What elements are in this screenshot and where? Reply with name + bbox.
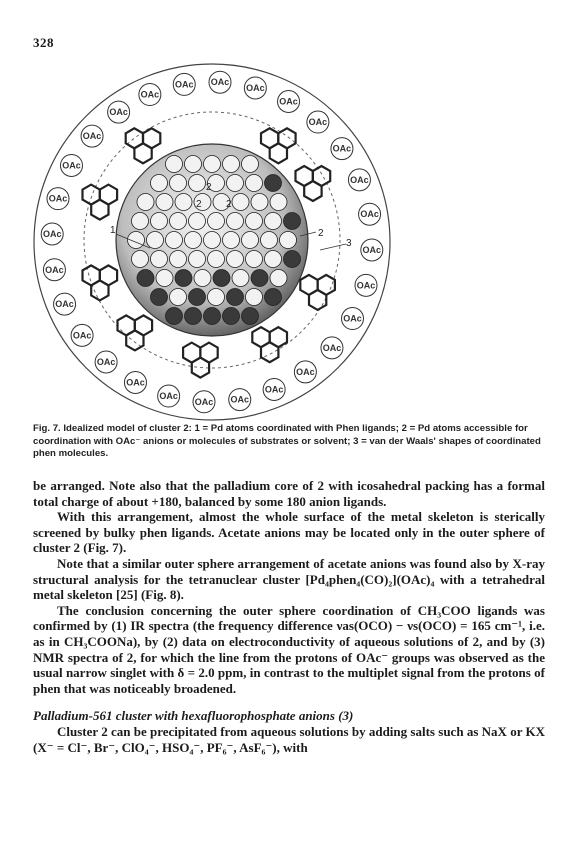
oac-label: OAc (264, 384, 284, 395)
pd-atom (137, 194, 154, 211)
callout-2d: 2 (318, 228, 324, 239)
pd-atom (232, 270, 249, 287)
pd-atom (246, 213, 263, 230)
pd-atom (189, 251, 206, 268)
pd-atom (284, 213, 301, 230)
pd-atom (284, 251, 301, 268)
pd-atom (204, 156, 221, 173)
oac-label: OAc (72, 330, 92, 341)
pd-atom (156, 270, 173, 287)
pd-atom (227, 251, 244, 268)
oac-label: OAc (45, 264, 64, 275)
oac-label: OAc (126, 377, 145, 388)
pd-atom (251, 194, 268, 211)
pd-atom (204, 232, 221, 249)
pd-atom (246, 175, 263, 192)
pd-atom (151, 289, 168, 306)
pd-atom (223, 308, 240, 325)
pd-atom (261, 232, 278, 249)
paragraph-3: Note that a similar outer sphere arrangement of acetate anions was found also by X-ray structural analysis for the tetranuclear cluster [Pd₄phen₄(CO)₂](OAc)₄ with a tetrahedral metal skeleton [25] (Fig. 8). (33, 555, 545, 603)
oac-anion (209, 71, 231, 93)
oac-label: OAc (96, 356, 116, 367)
oac-anion (43, 259, 65, 281)
oac-anion (307, 111, 329, 133)
callout-line-3 (320, 244, 346, 250)
pd-atom (246, 251, 263, 268)
pd-atom (242, 308, 259, 325)
pd-atom (242, 156, 259, 173)
pd-atom (223, 232, 240, 249)
paragraph-5: Cluster 2 can be precipitated from aqueous solutions by adding salts such as NaX or KX (X⁻ = Cl⁻, Br⁻, ClO₄⁻, HSO₄⁻, PF₆⁻, AsF₆⁻), with (33, 723, 545, 755)
pd-atom (189, 213, 206, 230)
oac-label: OAc (332, 143, 352, 154)
oac-label: OAc (109, 107, 128, 118)
pd-atom (280, 232, 297, 249)
pd-atom-grid (128, 156, 301, 325)
oac-anion (173, 73, 195, 95)
oac-label: OAc (62, 160, 81, 171)
pd-atom (185, 308, 202, 325)
cluster-diagram (0, 50, 576, 422)
oac-anion (359, 203, 381, 225)
pd-atom (151, 251, 168, 268)
phen-ring (304, 181, 321, 201)
oac-anion (60, 154, 82, 176)
pd-atom (246, 289, 263, 306)
pd-atom (265, 251, 282, 268)
pd-atom (223, 156, 240, 173)
pd-atom (227, 289, 244, 306)
phen-ring (309, 290, 326, 310)
oac-anion (348, 169, 370, 191)
pd-atom (232, 194, 249, 211)
oac-anion (331, 138, 353, 160)
pd-atom (227, 213, 244, 230)
figure-caption: Fig. 7. Idealized model of cluster 2: 1 = Pd atoms coordinated with Phen ligands; 2 = Pd atoms accessible for coordination with OAc⁻ anions or molecules of substrates or solvent; 3 = van der Waals' shapes of coordinated phen molecules. (33, 423, 541, 460)
oac-anion (278, 90, 300, 112)
oac-anion (81, 125, 103, 147)
phen-ring (261, 342, 278, 362)
pd-atom (189, 175, 206, 192)
body-text (33, 478, 545, 755)
oac-label: OAc (210, 77, 230, 88)
pd-atom (270, 194, 287, 211)
callout-2b: 2 (196, 199, 202, 210)
oac-label: OAc (230, 394, 250, 405)
paragraph-4: The conclusion concerning the outer sphere coordination of CH₃COO ligands was confirmed by (1) IR spectra (the frequency difference νas(OCO) − νs(OCO) = 165 cm⁻¹, i.e. as in CH₃COONa), by (2) data on electroconductivity of aqueous solutions of 2, and by (3) NMR spectra of 2, for which the line from the protons of OAc⁻ groups was observed as the usual narrow singlet with δ = 2.0 ppm, in contrast to the multiplet signal from the protons of phen that was noticeably broadened. (33, 602, 545, 696)
pd-atom (147, 232, 164, 249)
oac-anion (355, 274, 377, 296)
phen-ring (134, 143, 151, 163)
pd-atom (204, 308, 221, 325)
pd-atom (194, 270, 211, 287)
oac-label: OAc (194, 396, 214, 407)
oac-anion (71, 324, 93, 346)
section-heading: Palladium-561 cluster with hexafluorophosphate anions (3) (33, 708, 354, 724)
oac-anion (321, 337, 343, 359)
pd-atom (170, 289, 187, 306)
pd-atom (170, 213, 187, 230)
pd-atom (265, 175, 282, 192)
oac-anion (294, 361, 316, 383)
pd-atom (227, 175, 244, 192)
oac-label: OAc (279, 96, 298, 107)
pd-atom (175, 194, 192, 211)
pd-atom (166, 308, 183, 325)
oac-label: OAc (174, 79, 194, 90)
pd-atom (265, 213, 282, 230)
oac-anion (361, 239, 383, 261)
pd-atom (166, 156, 183, 173)
oac-label: OAc (140, 89, 160, 100)
oac-label: OAc (322, 342, 342, 353)
callout-1: 1 (110, 225, 116, 236)
oac-anion (158, 385, 180, 407)
oac-label: OAc (343, 313, 362, 324)
phen-ring (91, 280, 108, 300)
oac-label: OAc (360, 209, 379, 220)
callout-2a: 2 (206, 182, 212, 193)
pd-atom (170, 251, 187, 268)
oac-anion (263, 378, 285, 400)
pd-atom (213, 270, 230, 287)
pd-atom (151, 175, 168, 192)
pd-atom (170, 175, 187, 192)
oac-anion (139, 84, 161, 106)
paragraph-2: With this arrangement, almost the whole surface of the metal skeleton is sterically screened by bulky phen ligands. Acetate anions may be located only in the outer sphere of cluster 2 (Fig. 7). (33, 509, 545, 556)
callout-2c: 2 (226, 199, 232, 210)
oac-label: OAc (48, 193, 68, 204)
callout-3: 3 (346, 238, 352, 249)
oac-label: OAc (159, 391, 178, 402)
paragraph-1: be arranged. Note also that the palladium core of 2 with icosahedral packing has a formal total charge of about +180, balanced by some 180 anion ligands. (33, 478, 545, 509)
pd-atom (208, 213, 225, 230)
oac-label: OAc (55, 299, 74, 310)
figure-cluster-model (0, 50, 576, 422)
pd-atom (137, 270, 154, 287)
pd-atom (189, 289, 206, 306)
pd-atom (208, 289, 225, 306)
oac-anion (47, 188, 69, 210)
pd-atom (166, 232, 183, 249)
pd-atom (265, 289, 282, 306)
pd-atom (175, 270, 192, 287)
pd-atom (185, 156, 202, 173)
oac-anion (229, 389, 251, 411)
pd-atom (132, 213, 149, 230)
page-number: 328 (33, 35, 54, 50)
oac-label: OAc (350, 174, 369, 185)
oac-anion (41, 223, 63, 245)
oac-anion (124, 372, 146, 394)
oac-anion (108, 101, 130, 123)
oac-label: OAc (356, 280, 376, 291)
pd-atom (242, 232, 259, 249)
oac-label: OAc (296, 366, 315, 377)
pd-atom (132, 251, 149, 268)
oac-anion (54, 293, 76, 315)
phen-ring (270, 143, 287, 163)
oac-anion (342, 308, 364, 330)
pd-atom (270, 270, 287, 287)
oac-anion (95, 351, 117, 373)
pd-atom (251, 270, 268, 287)
oac-label: OAc (362, 244, 382, 255)
pd-atom (208, 251, 225, 268)
pd-atom (156, 194, 173, 211)
phen-ring (126, 330, 143, 350)
oac-label: OAc (42, 229, 62, 240)
oac-label: OAc (246, 82, 265, 93)
oac-label: OAc (308, 117, 328, 128)
oac-label: OAc (82, 131, 102, 142)
oac-anion (244, 77, 266, 99)
phen-ring (91, 200, 108, 220)
oac-anion (193, 391, 215, 413)
pd-atom (185, 232, 202, 249)
pd-atom (151, 213, 168, 230)
